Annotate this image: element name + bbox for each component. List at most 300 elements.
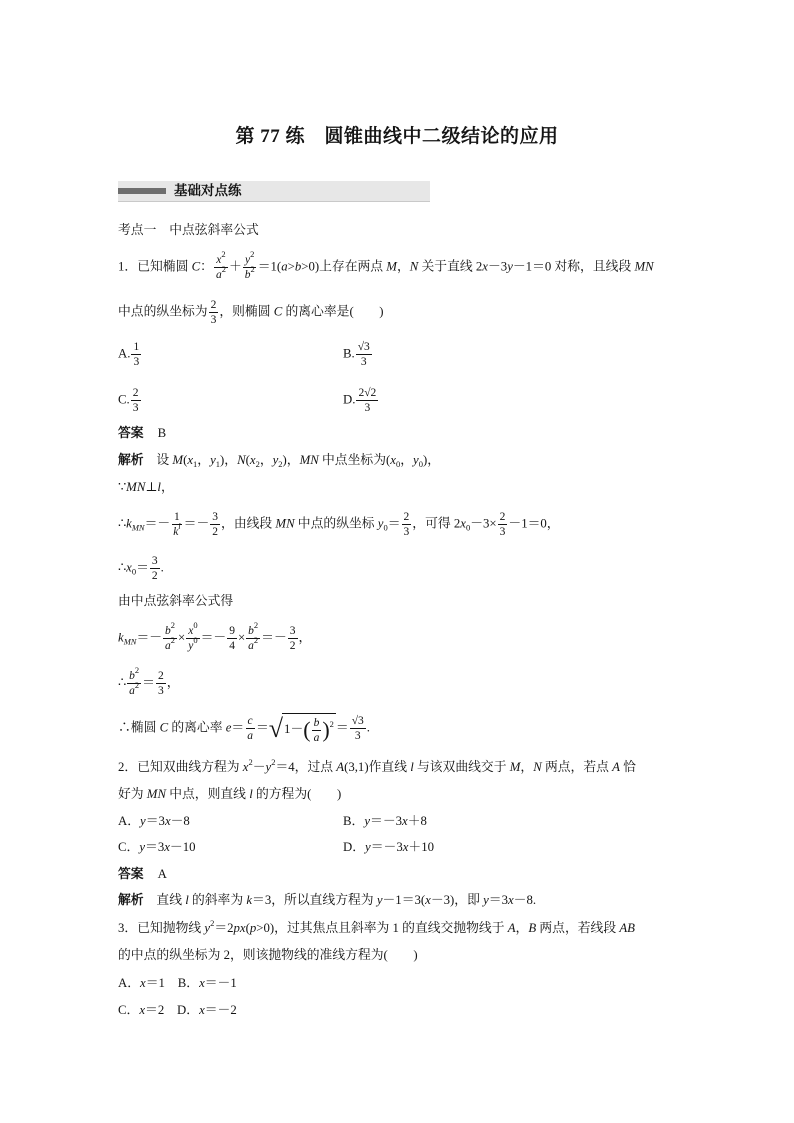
question-2-line-2 <box>118 782 341 806</box>
math-variable: x <box>425 893 431 907</box>
option-label: D． <box>343 840 366 854</box>
math-variable: AB <box>619 921 635 935</box>
text: ， <box>400 453 413 467</box>
math-variable: k <box>118 630 124 645</box>
fraction-denominator: 3 <box>364 402 371 414</box>
superscript: 2 <box>253 635 259 645</box>
math-variable: x <box>482 259 488 274</box>
fraction-numerator: c <box>247 715 253 728</box>
option-d[interactable] <box>343 835 434 859</box>
text: ∴椭圆 <box>118 720 160 735</box>
superscript: 0 <box>193 635 198 645</box>
math-variable: x <box>249 453 256 467</box>
fraction <box>156 669 166 698</box>
text: 中点的纵坐标 <box>294 516 378 531</box>
math-variable: x <box>187 453 194 467</box>
math-variable: B <box>528 921 537 935</box>
fraction-denominator: 2 <box>151 570 158 582</box>
math-variable: x <box>402 814 408 828</box>
math-variable: y <box>139 840 146 854</box>
superscript: 2 <box>271 757 276 767</box>
options-c-d[interactable] <box>118 998 237 1022</box>
text: ＋10 <box>408 840 435 854</box>
superscript: 2 <box>221 264 226 274</box>
text: －10 <box>169 840 196 854</box>
fraction-denominator: 3 <box>360 356 367 368</box>
text: ＋8 <box>407 814 427 828</box>
text: －1＝3( <box>382 893 426 907</box>
math-variable: y <box>245 254 251 266</box>
math-variable: y <box>365 840 371 854</box>
text: ＝3 <box>145 814 165 828</box>
text: (3,1)作直线 <box>344 760 411 774</box>
math-variable: A <box>612 760 620 774</box>
text: ，则椭圆 <box>219 304 274 319</box>
math-variable: y <box>140 814 146 828</box>
fraction-denominator: 2 <box>289 640 296 652</box>
text: ＝－ <box>183 516 210 531</box>
text: ＝ <box>136 560 149 575</box>
text: －8. <box>513 893 537 907</box>
text: ＝－ <box>261 630 287 645</box>
text: ＝3 <box>145 840 165 854</box>
text: 中点坐标为( <box>318 453 391 467</box>
option-a[interactable] <box>118 809 190 833</box>
text: 中点的纵坐标为 <box>118 304 208 319</box>
text: 的离心率是( ) <box>282 304 384 319</box>
math-variable: b <box>244 269 251 281</box>
math-variable: MN <box>146 787 166 801</box>
fraction-numerator: 1 <box>174 511 180 523</box>
fraction-numerator: 2 <box>403 511 410 523</box>
text: 中点，则直线 <box>166 787 250 801</box>
option-label: A. <box>118 346 131 361</box>
fraction-numerator: 2√2 <box>358 387 377 399</box>
text: . <box>160 560 164 575</box>
left-parenthesis: ( <box>303 717 311 743</box>
text: ⊥ <box>145 480 158 494</box>
math-variable: x <box>460 516 466 531</box>
text: 由中点弦斜率公式得 <box>118 594 234 608</box>
solution-label: 解析 <box>118 893 144 907</box>
fraction <box>246 620 260 653</box>
solution-2-line-1 <box>118 888 536 912</box>
math-variable: y <box>265 760 272 774</box>
fraction <box>243 249 257 282</box>
math-variable: b <box>129 670 135 682</box>
text: ＝－2 <box>204 1003 237 1017</box>
text: ： <box>200 259 213 274</box>
fraction-numerator: 3 <box>289 625 296 637</box>
math-variable: N <box>533 760 542 774</box>
math-variable: x <box>164 814 171 828</box>
fraction-numerator: 9 <box>229 625 235 637</box>
text: 直线 <box>143 893 186 907</box>
fraction-numerator: 2 <box>157 670 164 682</box>
text: ， <box>160 480 174 494</box>
math-variable: x <box>216 254 222 266</box>
fraction <box>131 340 141 369</box>
text: 的离心率 <box>168 720 226 735</box>
answer-label: 答案 <box>118 867 144 881</box>
text: ， <box>520 760 534 774</box>
option-label: C. <box>118 392 130 407</box>
fraction-denominator: 3 <box>157 685 164 697</box>
text: ＋ <box>228 259 242 274</box>
superscript: 2 <box>248 757 253 767</box>
answer-2 <box>118 862 167 886</box>
text: . <box>366 720 370 735</box>
text: ， <box>396 259 410 274</box>
question-3-line-1 <box>118 916 635 940</box>
answer-1 <box>118 421 166 445</box>
math-variable: y <box>204 921 211 935</box>
page-title: 第 77 练 圆锥曲线中二级结论的应用 <box>235 126 559 147</box>
option-d[interactable] <box>343 386 379 414</box>
answer-value: B <box>157 426 167 440</box>
text: 1．已知椭圆 <box>118 259 192 274</box>
fraction-denominator: a <box>247 730 253 743</box>
math-variable: a <box>215 269 222 281</box>
radicand <box>282 713 336 745</box>
fraction <box>402 510 412 539</box>
text: ＝－1 <box>204 976 237 990</box>
solution-1-line-8 <box>118 713 370 744</box>
option-label: B. <box>343 346 355 361</box>
text: ＝－3 <box>370 814 403 828</box>
question-2-line-1 <box>118 755 636 779</box>
superscript: 2 <box>250 264 255 274</box>
fraction <box>210 510 220 539</box>
math-variable: a <box>248 640 254 652</box>
fraction-denominator: 4 <box>229 640 235 652</box>
fraction <box>171 510 182 539</box>
math-variable: MN <box>634 259 654 274</box>
text: ＝1 B． <box>145 976 200 990</box>
subscript: 2 <box>278 459 283 469</box>
math-variable: A <box>336 760 345 774</box>
question-1-line-2 <box>118 298 384 326</box>
math-variable: y <box>413 453 419 467</box>
solution-1-line-5 <box>118 589 233 613</box>
fraction-denominator: 3 <box>133 356 140 368</box>
text: 两点，若点 <box>541 760 613 774</box>
solution-1-line-7 <box>118 665 180 697</box>
text: ＝1( <box>257 259 282 274</box>
superscript: 2 <box>170 620 176 630</box>
superscript: 2 <box>221 249 226 259</box>
math-variable: y <box>507 259 513 274</box>
subscript: 0 <box>131 566 137 577</box>
text: 恰 <box>619 760 636 774</box>
option-b[interactable] <box>343 340 373 368</box>
fraction <box>150 554 160 583</box>
math-variable: M <box>386 259 397 274</box>
text: ， <box>298 630 312 645</box>
option-label: C． <box>118 1003 140 1017</box>
text: 3．已知抛物线 <box>118 921 205 935</box>
math-variable: C <box>273 304 283 319</box>
fraction-denominator <box>186 635 199 653</box>
math-variable: C <box>159 720 169 735</box>
text: )， <box>282 453 300 467</box>
subscript: 2 <box>255 459 260 469</box>
math-variable: M <box>509 760 521 774</box>
text: ＝－ <box>136 630 163 645</box>
text: －1＝0， <box>508 516 560 531</box>
option-label: A． <box>118 976 141 990</box>
fraction-denominator <box>246 635 260 653</box>
fraction-denominator <box>214 264 228 282</box>
fraction <box>498 510 508 539</box>
solution-label: 解析 <box>118 453 144 467</box>
math-variable: y <box>376 893 383 907</box>
math-variable: x <box>188 625 194 637</box>
answer-value: A <box>157 867 167 881</box>
math-variable: k <box>126 516 132 531</box>
fraction-numerator: 3 <box>151 555 158 567</box>
math-variable: b <box>165 625 171 637</box>
text: －3)，即 <box>430 893 484 907</box>
math-variable: l <box>157 480 161 494</box>
math-variable: x <box>126 560 132 575</box>
text: ， <box>515 921 529 935</box>
math-variable: x <box>402 840 409 854</box>
section-header-strip <box>118 188 166 194</box>
text: ＝3，所以直线方程为 <box>252 893 377 907</box>
math-variable: y <box>210 453 216 467</box>
answer-label: 答案 <box>118 426 144 440</box>
text: ＝2 <box>214 921 234 935</box>
topic-heading: 考点一 中点弦斜率公式 <box>118 223 259 237</box>
math-variable: x <box>199 976 205 990</box>
math-variable: y <box>364 814 371 828</box>
text: ，由线段 <box>221 516 276 531</box>
superscript: 2 <box>329 719 334 729</box>
fraction <box>131 386 141 415</box>
fraction-numerator: 3 <box>212 511 219 523</box>
math-variable: x <box>140 976 146 990</box>
text: 两点，若线段 <box>536 921 620 935</box>
math-variable: y <box>377 516 384 531</box>
text: 与该双曲线交于 <box>413 760 510 774</box>
question-1-line-1 <box>118 249 654 281</box>
math-variable: MN <box>299 453 319 467</box>
text: 的斜率为 <box>188 893 247 907</box>
math-variable: b <box>248 625 254 637</box>
subscript: 0 <box>383 522 388 533</box>
text: > <box>287 259 295 274</box>
math-variable: MN <box>275 516 295 531</box>
math-variable: x <box>507 893 514 907</box>
fraction <box>186 620 199 653</box>
fraction-numerator: 1 <box>133 341 140 353</box>
text: －3 <box>487 259 508 274</box>
text: ＝－ <box>144 516 171 531</box>
math-variable: k <box>173 526 179 538</box>
math-variable: x <box>139 1003 146 1017</box>
math-variable: p <box>249 921 257 935</box>
subscript: 0 <box>418 459 423 469</box>
square-root-sign: √ <box>268 713 284 743</box>
text: ， <box>166 675 180 690</box>
fraction-denominator <box>127 680 141 698</box>
math-variable: l <box>185 893 189 907</box>
solution-1-line-1 <box>118 448 440 472</box>
option-a[interactable] <box>118 340 142 368</box>
text: ＝ <box>231 720 245 735</box>
text: 关于直线 2 <box>418 259 483 274</box>
text: 2．已知双曲线方程为 <box>118 760 243 774</box>
fraction-denominator: 3 <box>499 526 506 538</box>
fraction <box>245 714 255 743</box>
solution-1-line-6 <box>118 620 312 652</box>
text: ＝ <box>335 720 349 735</box>
fraction-denominator <box>171 521 182 539</box>
text: × <box>178 630 186 645</box>
fraction-denominator <box>243 264 257 282</box>
math-variable: N <box>237 453 246 467</box>
text: ∵ <box>118 480 127 494</box>
fraction <box>356 386 378 415</box>
math-variable: y <box>483 893 489 907</box>
text: 1－ <box>284 722 304 736</box>
fraction <box>209 298 219 327</box>
option-label: D. <box>343 392 356 407</box>
subscript: MN <box>131 522 145 533</box>
superscript: 2 <box>134 665 140 675</box>
text: ＝ <box>142 675 155 690</box>
fraction <box>127 665 141 698</box>
subscript: MN <box>123 636 137 647</box>
text: ∴ <box>118 516 127 531</box>
text: －1＝0 对称，且线段 <box>512 259 635 274</box>
subscript: 0 <box>395 459 401 469</box>
fraction-denominator: 3 <box>210 314 217 326</box>
solution-1-line-4 <box>118 554 164 582</box>
superscript: 2 <box>134 680 140 690</box>
math-variable: x <box>164 840 170 854</box>
fraction-denominator <box>163 635 177 653</box>
fraction-denominator: 3 <box>354 730 361 743</box>
math-variable: x <box>390 453 396 467</box>
right-parenthesis: ) <box>322 717 330 743</box>
fraction-denominator: 3 <box>403 526 410 538</box>
math-variable: a <box>281 259 288 274</box>
math-variable: x <box>199 1003 205 1017</box>
text: ∴ <box>118 675 127 690</box>
fraction <box>163 620 177 653</box>
text: 的中点的纵坐标为 2，则该抛物线的准线方程为( ) <box>118 948 418 962</box>
math-variable: N <box>409 259 419 274</box>
option-label: A． <box>118 814 141 828</box>
text: ＝2 D． <box>145 1003 200 1017</box>
option-label: C． <box>118 840 140 854</box>
math-variable: y <box>188 640 194 652</box>
solution-1-line-3 <box>118 510 560 538</box>
math-variable: x <box>242 760 249 774</box>
fraction-numerator: 2 <box>210 299 217 311</box>
fraction <box>350 714 366 743</box>
text: ＝ <box>387 516 401 531</box>
text: －3× <box>470 516 497 531</box>
text: >0)上存在两点 <box>301 259 387 274</box>
text: ＝ <box>255 720 269 735</box>
text: ，可得 2 <box>412 516 461 531</box>
subscript: 1 <box>215 459 220 469</box>
options-a-b[interactable] <box>118 971 237 995</box>
text: ＝4，过点 <box>275 760 337 774</box>
text: 好为 <box>118 787 147 801</box>
superscript: 2 <box>253 620 259 630</box>
option-c[interactable] <box>118 835 196 859</box>
text: ∴ <box>118 560 127 575</box>
math-variable: y <box>272 453 279 467</box>
fraction-denominator: a <box>313 731 320 744</box>
question-3-line-2 <box>118 943 418 967</box>
superscript: 2 <box>210 918 215 928</box>
math-variable: A <box>507 921 516 935</box>
fraction-denominator: 2 <box>212 526 219 538</box>
option-b[interactable] <box>343 809 427 833</box>
text: －8 <box>170 814 190 828</box>
option-c[interactable] <box>118 386 142 414</box>
math-variable: MN <box>126 480 146 494</box>
subscript: 1 <box>193 459 198 469</box>
math-variable: l <box>410 760 414 774</box>
math-variable: k <box>246 893 253 907</box>
text: )， <box>422 453 440 467</box>
text: 的方程为( ) <box>252 787 342 801</box>
section-header-title: 基础对点练 <box>174 183 242 198</box>
text: ＝－3 <box>370 840 403 854</box>
math-variable: a <box>129 685 135 697</box>
math-variable: a <box>165 640 171 652</box>
subscript: 0 <box>465 522 471 533</box>
superscript: 0 <box>193 620 198 630</box>
fraction-numerator: b <box>313 716 320 729</box>
math-variable: b <box>294 259 302 274</box>
text: × <box>237 630 246 645</box>
fraction-numerator: 2 <box>499 511 506 523</box>
text: ＝3 <box>488 893 508 907</box>
superscript: l <box>178 521 181 531</box>
fraction-numerator: √3 <box>357 341 370 353</box>
text: ， <box>197 453 211 467</box>
math-variable: e <box>225 720 232 735</box>
text: － <box>252 760 266 774</box>
text: ， <box>259 453 273 467</box>
math-variable: px <box>233 921 246 935</box>
fraction <box>227 624 237 653</box>
fraction <box>288 624 298 653</box>
text: ( <box>245 921 250 935</box>
superscript: 2 <box>250 249 255 259</box>
text: )， <box>220 453 238 467</box>
text: ＝－ <box>200 630 227 645</box>
text: >0)，过其焦点且斜率为 1 的直线交抛物线于 <box>256 921 508 935</box>
fraction-numerator: 2 <box>132 387 139 399</box>
text: 设 <box>143 453 173 467</box>
superscript: 2 <box>170 635 176 645</box>
solution-1-line-2 <box>118 475 174 499</box>
fraction-denominator: 3 <box>132 402 139 414</box>
text: ( <box>183 453 188 467</box>
fraction <box>356 340 372 369</box>
option-label: B． <box>343 814 365 828</box>
math-variable: l <box>249 787 253 801</box>
math-variable: M <box>172 453 184 467</box>
